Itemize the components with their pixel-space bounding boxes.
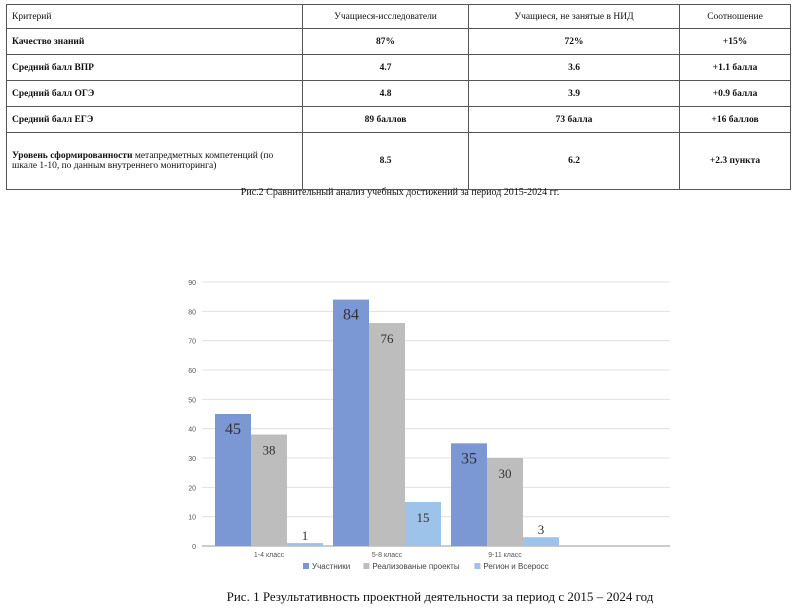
researchers-cell: 4.8 [303,81,469,107]
others-cell: 6.2 [469,133,680,190]
ratio-cell: +2.3 пункта [680,133,791,190]
header-criterion: Критерий [7,5,303,29]
y-tick-label: 0 [192,544,196,551]
criterion-bold: Средний балл ВПР [12,62,94,73]
table-row [7,55,791,81]
others-cell: 73 балла [469,107,680,133]
x-tick-label: 9-11 класс [488,552,522,559]
y-tick-label: 20 [188,485,196,493]
header-ratio: Соотношение [680,5,791,29]
y-tick-label: 30 [188,456,196,463]
data-label: 38 [262,442,276,458]
criterion-bold: Уровень сформированности [12,151,133,161]
researchers-cell: 4.7 [303,55,469,81]
data-label: 45 [225,421,241,438]
table-row [7,81,791,107]
criterion-bold: Средний балл ОГЭ [12,88,95,99]
data-label: 35 [461,450,477,468]
ratio-cell: +1.1 балла [680,55,791,81]
criterion-cell [7,133,303,190]
others-cell: 3.9 [469,81,680,107]
ratio-cell: +15% [680,29,791,55]
researchers-cell: 8.5 [303,133,469,190]
y-tick-label: 70 [188,338,196,346]
table-row [7,29,791,55]
x-tick-label: 1-4 класс [253,552,285,559]
bar [369,323,405,546]
y-tick-label: 60 [188,368,196,375]
data-label: 15 [416,510,430,525]
y-tick-label: 80 [188,309,196,317]
y-tick-label: 10 [188,514,196,522]
bar [523,537,559,546]
data-label: 3 [537,522,545,538]
x-tick-label: 5-8 класс [371,552,403,559]
ratio-cell: +16 баллов [680,107,791,133]
data-label: 84 [343,306,359,324]
data-label: 76 [380,331,394,347]
criterion-bold: Средний балл ЕГЭ [12,114,94,125]
y-tick-label: 40 [188,426,196,434]
bar [287,543,323,546]
y-tick-label: 90 [188,280,196,287]
legend-label: Участники [312,562,351,571]
legend-swatch [363,563,369,569]
legend-swatch [474,563,480,569]
criterion-bold: Качество знаний [12,36,85,47]
figure-1-caption: Рис. 1 Результативность проектной деятельности за период с 2015 – 2024 год [226,589,654,604]
criterion-cell [7,55,303,81]
legend-swatch [303,563,309,569]
criterion-cell [7,29,303,55]
data-label: 1 [301,528,309,544]
table-row [7,107,791,133]
legend-label: Регион и Всеросс [483,562,549,571]
data-label: 30 [498,466,512,481]
y-tick-label: 50 [188,397,196,405]
researchers-cell: 87% [303,29,469,55]
others-cell: 3.6 [469,55,680,81]
criterion-rest: метапредметных компетенций (по шкале 1-10, по данным внутреннего мониторинга) [12,151,274,171]
others-cell: 72% [469,29,680,55]
researchers-cell: 89 баллов [303,107,469,133]
bar-chart [170,272,675,587]
figure-2-caption: Рис.2 Сравнительный анализ учебных достижений за период 2015-2024 гг. [240,187,560,198]
ratio-cell: +0.9 балла [680,81,791,107]
criteria-table [6,4,791,190]
table-header-row [7,5,791,29]
criterion-cell [7,81,303,107]
bar-chart-svg [170,272,675,582]
legend-label: Реализованые проекты [372,562,460,571]
bar [333,300,369,546]
header-researchers: Учащиеся-исследователи [303,5,469,29]
table-row [7,133,791,190]
criterion-cell [7,107,303,133]
header-others: Учащиеся, не занятые в НИД [469,5,680,29]
